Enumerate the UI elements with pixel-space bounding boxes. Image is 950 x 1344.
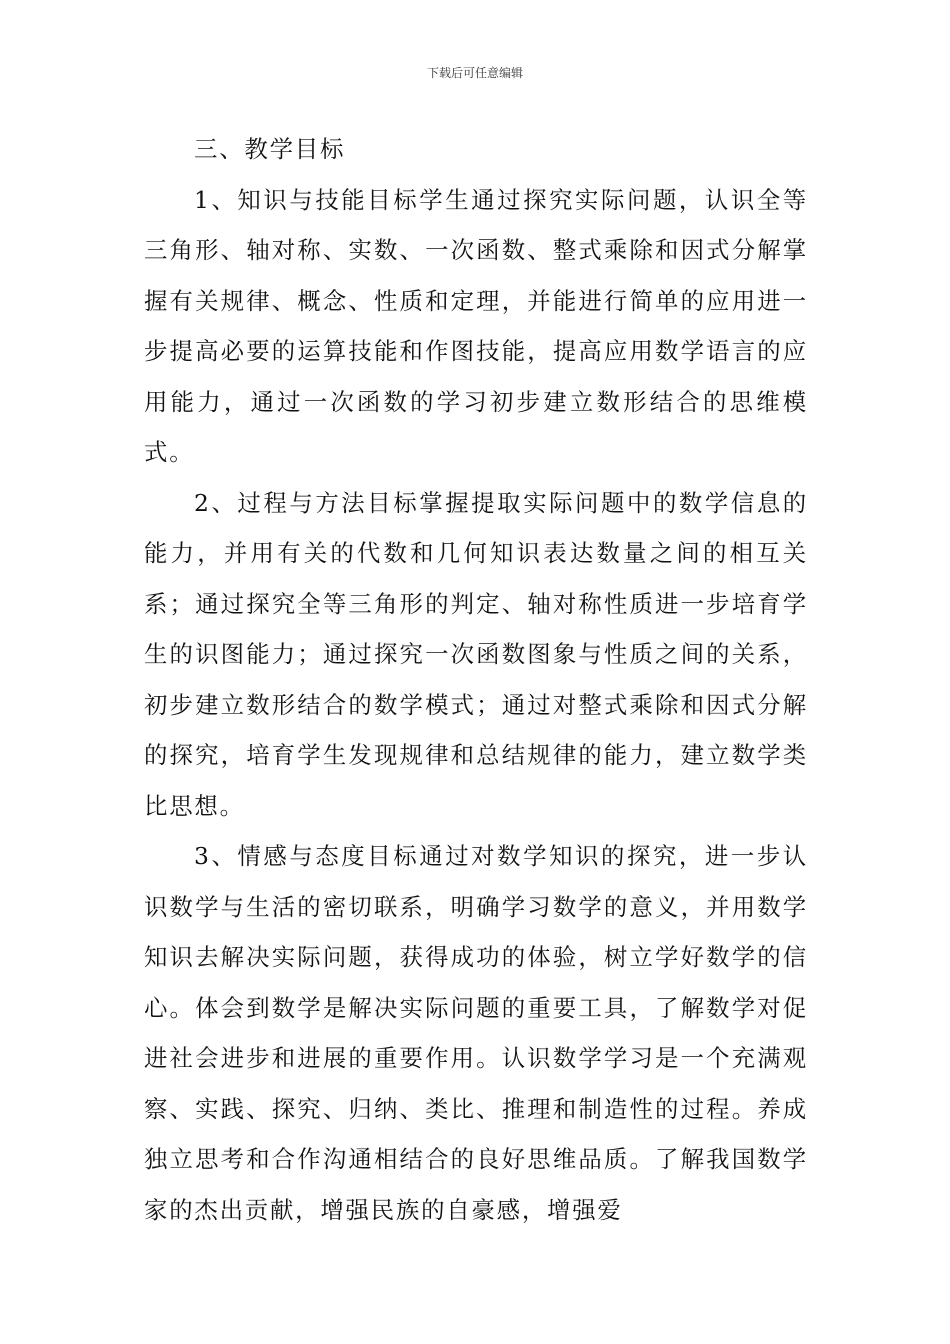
section-heading: 三、教学目标: [194, 135, 346, 163]
paragraph-knowledge-skills: 1、知识与技能目标学生通过探究实际问题，认识全等三角形、轴对称、实数、一次函数、整式乘除和因式分解掌握有关规律、概念、性质和定理，并能进行简单的应用进一步提高必要的运算技能和作图技能，提高应用数学语言的应用能力，通过一次函数的学习初步建立数形结合的思维模式。: [144, 185, 808, 466]
document-body: [144, 124, 808, 1235]
paragraph-emotion-attitude: 3、情感与态度目标通过对数学知识的探究，进一步认识数学与生活的密切联系，明确学习数学的意义，并用数学知识去解决实际问题，获得成功的体验，树立学好数学的信心。体会到数学是解决实际问题的重要工具，了解数学对促进社会进步和进展的重要作用。认识数学学习是一个充满观察、实践、探究、归纳、类比、推理和制造性的过程。养成独立思考和合作沟通相结合的良好思维品质。了解我国数学家的杰出贡献，增强民族的自豪感，增强爱: [144, 842, 808, 1224]
download-note: 下载后可任意编辑: [426, 66, 523, 80]
paragraph-process-methods: 2、过程与方法目标掌握提取实际问题中的数学信息的能力，并用有关的代数和几何知识表达数量之间的相互关系；通过探究全等三角形的判定、轴对称性质进一步培育学生的识图能力；通过探究一次函数图象与性质之间的关系，初步建立数形结合的数学模式；通过对整式乘除和因式分解的探究，培育学生发现规律和总结规律的能力，建立数学类比思想。: [144, 488, 808, 820]
